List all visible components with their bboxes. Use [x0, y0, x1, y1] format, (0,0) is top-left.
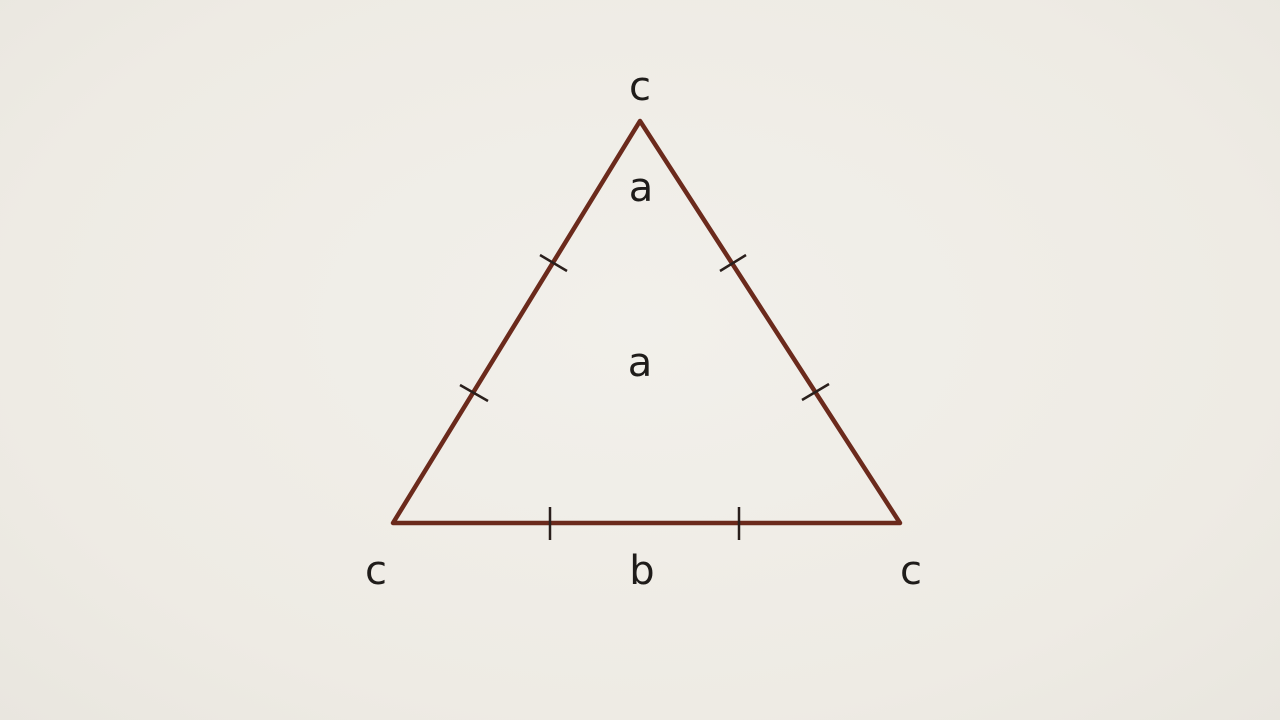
apex-angle-label: a — [628, 165, 654, 211]
center-label: a — [627, 340, 653, 386]
tick-mark-left-upper — [540, 255, 567, 271]
base-side-label: b — [629, 548, 655, 594]
vertex-label-bottom-left: c — [365, 548, 387, 594]
vertex-label-top: c — [629, 64, 651, 110]
vertex-label-bottom-right: c — [900, 548, 922, 594]
tick-mark-right-lower — [802, 384, 829, 400]
